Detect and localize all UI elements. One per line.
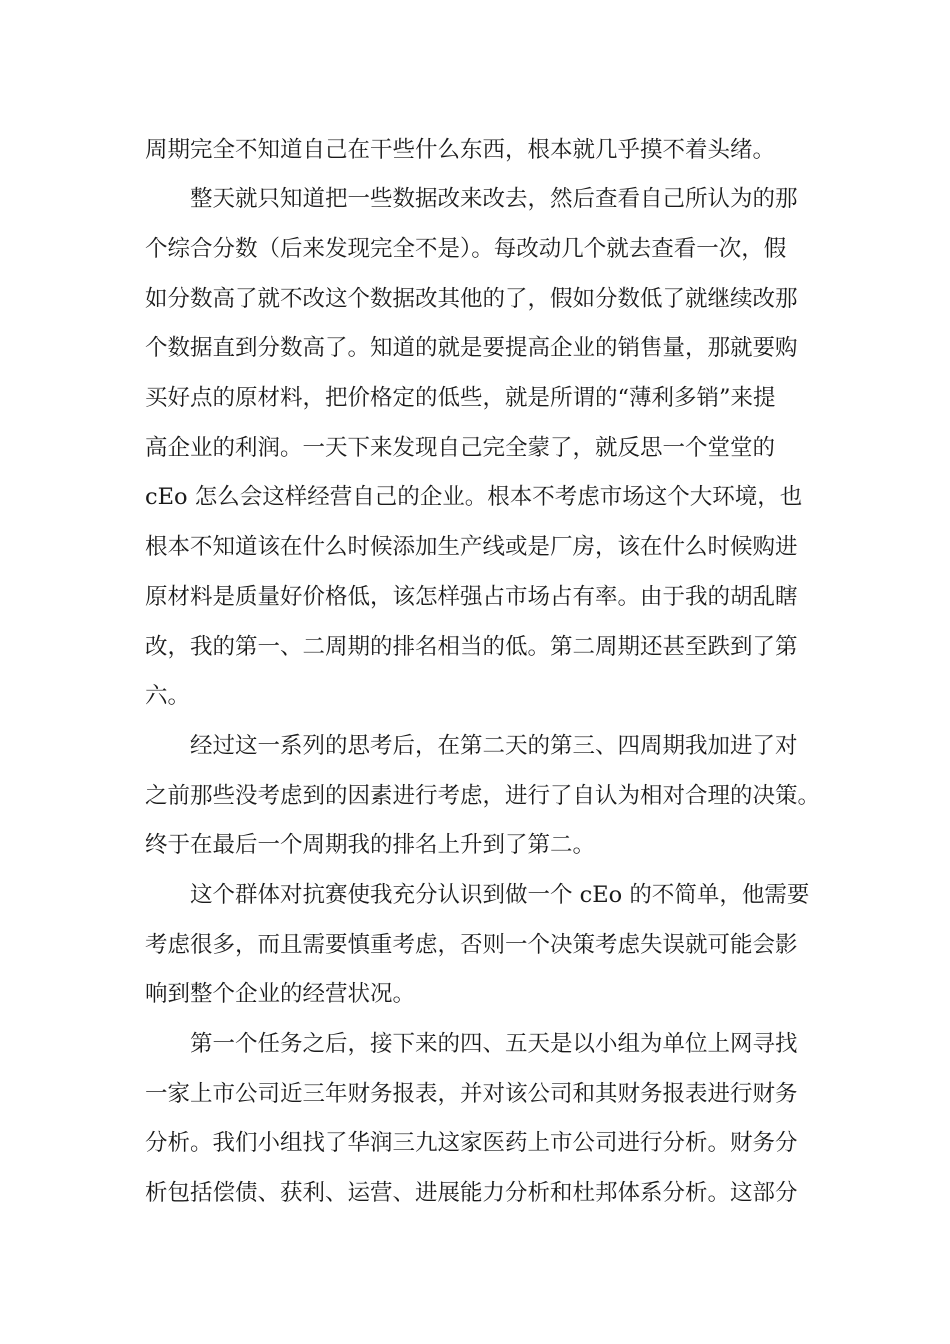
text-line-10: 原材料是质量好价格低，该怎样强占市场占有率。由于我的胡乱瞎	[145, 584, 798, 610]
text-line-19: 第一个任务之后，接下来的四、五天是以小组为单位上网寻找	[190, 1031, 798, 1057]
text-line-11: 改，我的第一、二周期的排名相当的低。第二周期还甚至跌到了第	[145, 634, 798, 660]
text-line-8: cEo 怎么会这样经营自己的企业。根本不考虑市场这个大环境，也	[145, 484, 803, 510]
text-line-13: 经过这一系列的思考后，在第二天的第三、四周期我加进了对	[190, 733, 798, 759]
text-line-5: 个数据直到分数高了。知道的就是要提高企业的销售量，那就要购	[145, 335, 798, 361]
text-line-1: 周期完全不知道自己在干些什么东西，根本就几乎摸不着头绪。	[145, 137, 776, 163]
text-line-22: 析包括偿债、获利、运营、进展能力分析和杜邦体系分析。这部分	[145, 1180, 798, 1206]
text-line-16: 这个群体对抗赛使我充分认识到做一个 cEo 的不简单，他需要	[190, 882, 810, 908]
text-line-4: 如分数高了就不改这个数据改其他的了，假如分数低了就继续改那	[145, 286, 798, 312]
text-line-6: 买好点的原材料，把价格定的低些，就是所谓的“薄利多销”来提	[145, 385, 776, 411]
text-line-2: 整天就只知道把一些数据改来改去，然后查看自己所认为的那	[190, 186, 798, 212]
text-line-14: 之前那些没考虑到的因素进行考虑，进行了自认为相对合理的决策。	[145, 783, 821, 809]
text-line-9: 根本不知道该在什么时候添加生产线或是厂房，该在什么时候购进	[145, 534, 798, 560]
text-line-3: 个综合分数（后来发现完全不是）。每改动几个就去查看一次，假	[145, 236, 787, 262]
text-line-15: 终于在最后一个周期我的排名上升到了第二。	[145, 832, 596, 858]
text-line-21: 分析。我们小组找了华润三九这家医药上市公司进行分析。财务分	[145, 1130, 798, 1156]
text-line-18: 响到整个企业的经营状况。	[145, 981, 416, 1007]
text-line-7: 高企业的利润。一天下来发现自己完全蒙了，就反思一个堂堂的	[145, 435, 776, 461]
text-line-20: 一家上市公司近三年财务报表，并对该公司和其财务报表进行财务	[145, 1081, 798, 1107]
text-line-17: 考虑很多，而且需要慎重考虑，否则一个决策考虑失误就可能会影	[145, 932, 798, 958]
text-line-12: 六。	[145, 683, 191, 709]
